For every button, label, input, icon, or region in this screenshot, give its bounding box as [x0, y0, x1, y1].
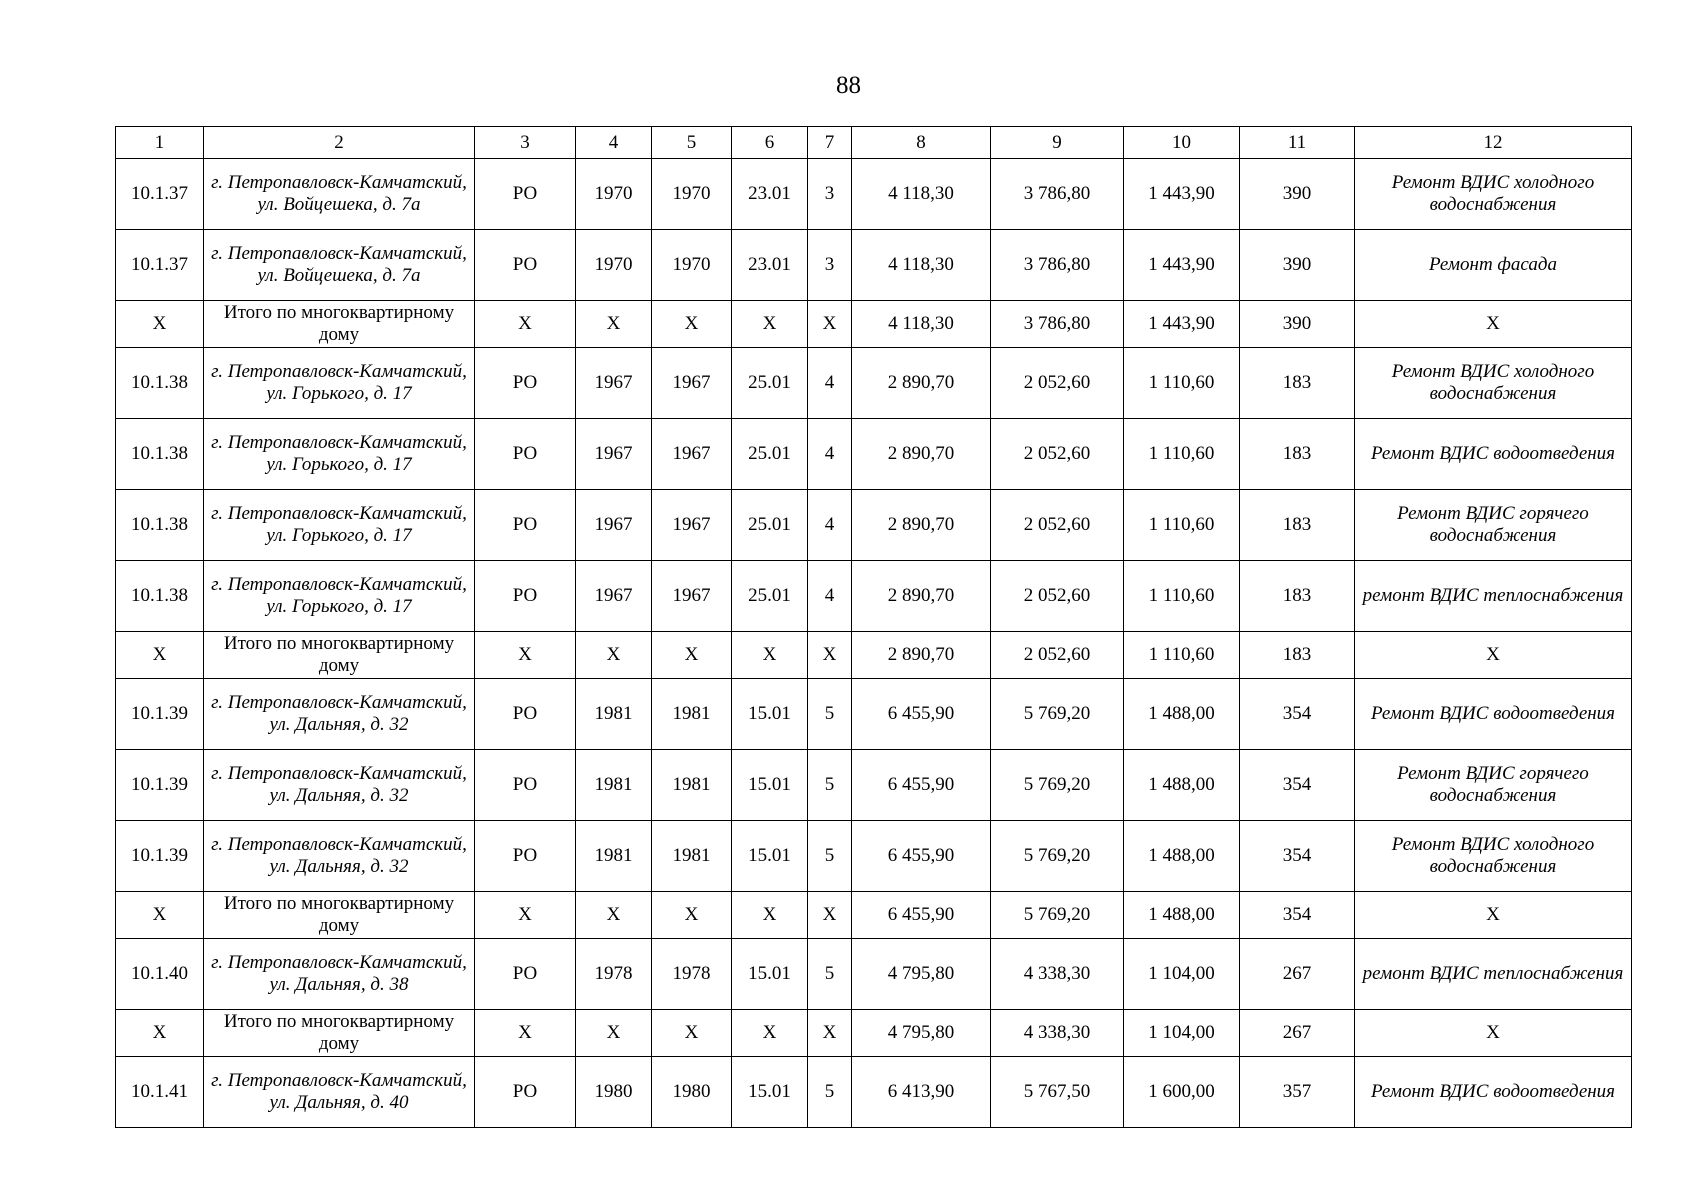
floors-cell: 4	[808, 419, 852, 490]
type-cell: РО	[475, 490, 576, 561]
type-cell: Х	[475, 892, 576, 939]
nonliving-area-cell: 1 488,00	[1124, 821, 1240, 892]
page-number: 88	[836, 72, 861, 99]
floors-cell: Х	[808, 632, 852, 679]
column-header: 6	[732, 127, 808, 159]
year-built-cell: 1967	[576, 561, 652, 632]
address-cell: г. Петропавловск-Камчатский, ул. Горького, д. 17	[204, 490, 475, 561]
floors-cell: 5	[808, 821, 852, 892]
type-cell: РО	[475, 561, 576, 632]
code-cell: 25.01	[732, 490, 808, 561]
type-cell: РО	[475, 750, 576, 821]
column-number-row	[116, 127, 1632, 159]
year-commission-cell: 1967	[652, 419, 732, 490]
column-header: 4	[576, 127, 652, 159]
living-area-cell: 2 052,60	[991, 632, 1124, 679]
residents-cell: 390	[1240, 159, 1355, 230]
living-area-cell: 3 786,80	[991, 159, 1124, 230]
residents-cell: 357	[1240, 1057, 1355, 1128]
row-number-cell: 10.1.39	[116, 679, 204, 750]
nonliving-area-cell: 1 104,00	[1124, 939, 1240, 1010]
nonliving-area-cell: 1 110,60	[1124, 632, 1240, 679]
type-cell: Х	[475, 1010, 576, 1057]
year-commission-cell: 1967	[652, 490, 732, 561]
row-number-cell: Х	[116, 632, 204, 679]
column-header: 10	[1124, 127, 1240, 159]
work-type-cell: ремонт ВДИС теплоснабжения	[1355, 939, 1632, 1010]
type-cell: РО	[475, 939, 576, 1010]
year-built-cell: Х	[576, 892, 652, 939]
living-area-cell: 2 052,60	[991, 348, 1124, 419]
row-number-cell: 10.1.40	[116, 939, 204, 1010]
total-area-cell: 4 118,30	[852, 301, 991, 348]
year-built-cell: 1981	[576, 821, 652, 892]
column-header: 12	[1355, 127, 1632, 159]
nonliving-area-cell: 1 443,90	[1124, 301, 1240, 348]
living-area-cell: 3 786,80	[991, 230, 1124, 301]
residents-cell: 183	[1240, 490, 1355, 561]
row-number-cell: Х	[116, 892, 204, 939]
row-number-cell: 10.1.38	[116, 419, 204, 490]
total-area-cell: 2 890,70	[852, 632, 991, 679]
address-cell: г. Петропавловск-Камчатский, ул. Войцешека, д. 7а	[204, 230, 475, 301]
floors-cell: 5	[808, 750, 852, 821]
year-built-cell: 1970	[576, 230, 652, 301]
type-cell: РО	[475, 348, 576, 419]
work-type-cell: Ремонт ВДИС водоотведения	[1355, 419, 1632, 490]
floors-cell: 4	[808, 561, 852, 632]
type-cell: Х	[475, 632, 576, 679]
type-cell: РО	[475, 230, 576, 301]
nonliving-area-cell: 1 110,60	[1124, 419, 1240, 490]
year-commission-cell: Х	[652, 632, 732, 679]
total-area-cell: 4 118,30	[852, 159, 991, 230]
year-built-cell: 1978	[576, 939, 652, 1010]
table-row	[116, 939, 1632, 1010]
year-built-cell: Х	[576, 632, 652, 679]
work-type-cell: Х	[1355, 301, 1632, 348]
residents-cell: 267	[1240, 1010, 1355, 1057]
code-cell: 15.01	[732, 821, 808, 892]
year-commission-cell: 1981	[652, 679, 732, 750]
floors-cell: 4	[808, 348, 852, 419]
table-row	[116, 1057, 1632, 1128]
code-cell: Х	[732, 1010, 808, 1057]
living-area-cell: 4 338,30	[991, 939, 1124, 1010]
floors-cell: 5	[808, 679, 852, 750]
total-row	[116, 632, 1632, 679]
column-header: 9	[991, 127, 1124, 159]
work-type-cell: Ремонт фасада	[1355, 230, 1632, 301]
total-area-cell: 4 795,80	[852, 939, 991, 1010]
total-row	[116, 1010, 1632, 1057]
address-cell: г. Петропавловск-Камчатский, ул. Дальняя, д. 32	[204, 821, 475, 892]
row-number-cell: 10.1.37	[116, 159, 204, 230]
living-area-cell: 2 052,60	[991, 490, 1124, 561]
total-area-cell: 6 455,90	[852, 821, 991, 892]
year-commission-cell: 1967	[652, 348, 732, 419]
year-built-cell: 1967	[576, 348, 652, 419]
column-header: 5	[652, 127, 732, 159]
column-header: 11	[1240, 127, 1355, 159]
residents-cell: 354	[1240, 821, 1355, 892]
year-commission-cell: 1978	[652, 939, 732, 1010]
year-built-cell: 1970	[576, 159, 652, 230]
year-commission-cell: 1967	[652, 561, 732, 632]
floors-cell: Х	[808, 892, 852, 939]
table-row	[116, 490, 1632, 561]
total-label-cell: Итого по многоквартирному дому	[204, 632, 475, 679]
year-commission-cell: 1980	[652, 1057, 732, 1128]
total-label-cell: Итого по многоквартирному дому	[204, 892, 475, 939]
type-cell: Х	[475, 301, 576, 348]
nonliving-area-cell: 1 488,00	[1124, 892, 1240, 939]
table-row	[116, 348, 1632, 419]
housing-repair-table	[115, 126, 1632, 1128]
year-built-cell: 1980	[576, 1057, 652, 1128]
year-commission-cell: 1981	[652, 821, 732, 892]
column-header: 1	[116, 127, 204, 159]
type-cell: РО	[475, 419, 576, 490]
column-header: 8	[852, 127, 991, 159]
nonliving-area-cell: 1 600,00	[1124, 1057, 1240, 1128]
row-number-cell: 10.1.38	[116, 561, 204, 632]
total-row	[116, 301, 1632, 348]
total-label-cell: Итого по многоквартирному дому	[204, 1010, 475, 1057]
total-area-cell: 6 455,90	[852, 679, 991, 750]
work-type-cell: Ремонт ВДИС холодного водоснабжения	[1355, 159, 1632, 230]
living-area-cell: 2 052,60	[991, 561, 1124, 632]
work-type-cell: ремонт ВДИС теплоснабжения	[1355, 561, 1632, 632]
year-built-cell: Х	[576, 1010, 652, 1057]
living-area-cell: 2 052,60	[991, 419, 1124, 490]
address-cell: г. Петропавловск-Камчатский, ул. Дальняя, д. 40	[204, 1057, 475, 1128]
year-commission-cell: Х	[652, 301, 732, 348]
floors-cell: Х	[808, 301, 852, 348]
year-commission-cell: 1970	[652, 159, 732, 230]
address-cell: г. Петропавловск-Камчатский, ул. Дальняя, д. 32	[204, 679, 475, 750]
type-cell: РО	[475, 679, 576, 750]
work-type-cell: Ремонт ВДИС горячего водоснабжения	[1355, 750, 1632, 821]
floors-cell: 4	[808, 490, 852, 561]
row-number-cell: 10.1.37	[116, 230, 204, 301]
residents-cell: 183	[1240, 348, 1355, 419]
year-commission-cell: Х	[652, 892, 732, 939]
year-built-cell: 1981	[576, 679, 652, 750]
work-type-cell: Ремонт ВДИС горячего водоснабжения	[1355, 490, 1632, 561]
total-area-cell: 6 413,90	[852, 1057, 991, 1128]
total-area-cell: 6 455,90	[852, 892, 991, 939]
living-area-cell: 5 769,20	[991, 679, 1124, 750]
floors-cell: 3	[808, 159, 852, 230]
row-number-cell: 10.1.39	[116, 821, 204, 892]
table-row	[116, 679, 1632, 750]
code-cell: 25.01	[732, 419, 808, 490]
nonliving-area-cell: 1 488,00	[1124, 750, 1240, 821]
residents-cell: 390	[1240, 301, 1355, 348]
year-commission-cell: 1970	[652, 230, 732, 301]
row-number-cell: Х	[116, 301, 204, 348]
residents-cell: 354	[1240, 892, 1355, 939]
column-header: 3	[475, 127, 576, 159]
total-area-cell: 4 795,80	[852, 1010, 991, 1057]
type-cell: РО	[475, 1057, 576, 1128]
row-number-cell: 10.1.38	[116, 348, 204, 419]
nonliving-area-cell: 1 488,00	[1124, 679, 1240, 750]
total-area-cell: 4 118,30	[852, 230, 991, 301]
work-type-cell: Ремонт ВДИС водоотведения	[1355, 1057, 1632, 1128]
living-area-cell: 5 767,50	[991, 1057, 1124, 1128]
code-cell: 25.01	[732, 348, 808, 419]
year-commission-cell: 1981	[652, 750, 732, 821]
table-row	[116, 561, 1632, 632]
year-built-cell: Х	[576, 301, 652, 348]
residents-cell: 183	[1240, 632, 1355, 679]
nonliving-area-cell: 1 110,60	[1124, 490, 1240, 561]
code-cell: Х	[732, 301, 808, 348]
code-cell: 15.01	[732, 750, 808, 821]
work-type-cell: Х	[1355, 1010, 1632, 1057]
code-cell: 15.01	[732, 939, 808, 1010]
type-cell: РО	[475, 821, 576, 892]
code-cell: Х	[732, 632, 808, 679]
code-cell: Х	[732, 892, 808, 939]
floors-cell: Х	[808, 1010, 852, 1057]
row-number-cell: 10.1.41	[116, 1057, 204, 1128]
residents-cell: 267	[1240, 939, 1355, 1010]
total-area-cell: 2 890,70	[852, 419, 991, 490]
code-cell: 15.01	[732, 1057, 808, 1128]
floors-cell: 5	[808, 939, 852, 1010]
nonliving-area-cell: 1 104,00	[1124, 1010, 1240, 1057]
residents-cell: 354	[1240, 750, 1355, 821]
address-cell: г. Петропавловск-Камчатский, ул. Войцешека, д. 7а	[204, 159, 475, 230]
row-number-cell: 10.1.38	[116, 490, 204, 561]
total-area-cell: 2 890,70	[852, 561, 991, 632]
work-type-cell: Ремонт ВДИС водоотведения	[1355, 679, 1632, 750]
work-type-cell: Х	[1355, 892, 1632, 939]
residents-cell: 183	[1240, 561, 1355, 632]
residents-cell: 390	[1240, 230, 1355, 301]
year-built-cell: 1981	[576, 750, 652, 821]
address-cell: г. Петропавловск-Камчатский, ул. Дальняя, д. 38	[204, 939, 475, 1010]
total-label-cell: Итого по многоквартирному дому	[204, 301, 475, 348]
table-row	[116, 821, 1632, 892]
table-row	[116, 419, 1632, 490]
living-area-cell: 4 338,30	[991, 1010, 1124, 1057]
year-commission-cell: Х	[652, 1010, 732, 1057]
table-row	[116, 159, 1632, 230]
living-area-cell: 5 769,20	[991, 821, 1124, 892]
residents-cell: 354	[1240, 679, 1355, 750]
work-type-cell: Х	[1355, 632, 1632, 679]
floors-cell: 5	[808, 1057, 852, 1128]
code-cell: 25.01	[732, 561, 808, 632]
nonliving-area-cell: 1 110,60	[1124, 348, 1240, 419]
column-header: 2	[204, 127, 475, 159]
work-type-cell: Ремонт ВДИС холодного водоснабжения	[1355, 821, 1632, 892]
living-area-cell: 5 769,20	[991, 892, 1124, 939]
residents-cell: 183	[1240, 419, 1355, 490]
code-cell: 15.01	[732, 679, 808, 750]
row-number-cell: Х	[116, 1010, 204, 1057]
total-area-cell: 2 890,70	[852, 348, 991, 419]
total-row	[116, 892, 1632, 939]
column-header: 7	[808, 127, 852, 159]
total-area-cell: 6 455,90	[852, 750, 991, 821]
address-cell: г. Петропавловск-Камчатский, ул. Горького, д. 17	[204, 419, 475, 490]
table-row	[116, 230, 1632, 301]
code-cell: 23.01	[732, 159, 808, 230]
nonliving-area-cell: 1 110,60	[1124, 561, 1240, 632]
floors-cell: 3	[808, 230, 852, 301]
nonliving-area-cell: 1 443,90	[1124, 230, 1240, 301]
total-area-cell: 2 890,70	[852, 490, 991, 561]
address-cell: г. Петропавловск-Камчатский, ул. Дальняя, д. 32	[204, 750, 475, 821]
code-cell: 23.01	[732, 230, 808, 301]
living-area-cell: 5 769,20	[991, 750, 1124, 821]
type-cell: РО	[475, 159, 576, 230]
living-area-cell: 3 786,80	[991, 301, 1124, 348]
year-built-cell: 1967	[576, 490, 652, 561]
table-row	[116, 750, 1632, 821]
address-cell: г. Петропавловск-Камчатский, ул. Горького, д. 17	[204, 348, 475, 419]
nonliving-area-cell: 1 443,90	[1124, 159, 1240, 230]
row-number-cell: 10.1.39	[116, 750, 204, 821]
work-type-cell: Ремонт ВДИС холодного водоснабжения	[1355, 348, 1632, 419]
year-built-cell: 1967	[576, 419, 652, 490]
address-cell: г. Петропавловск-Камчатский, ул. Горького, д. 17	[204, 561, 475, 632]
